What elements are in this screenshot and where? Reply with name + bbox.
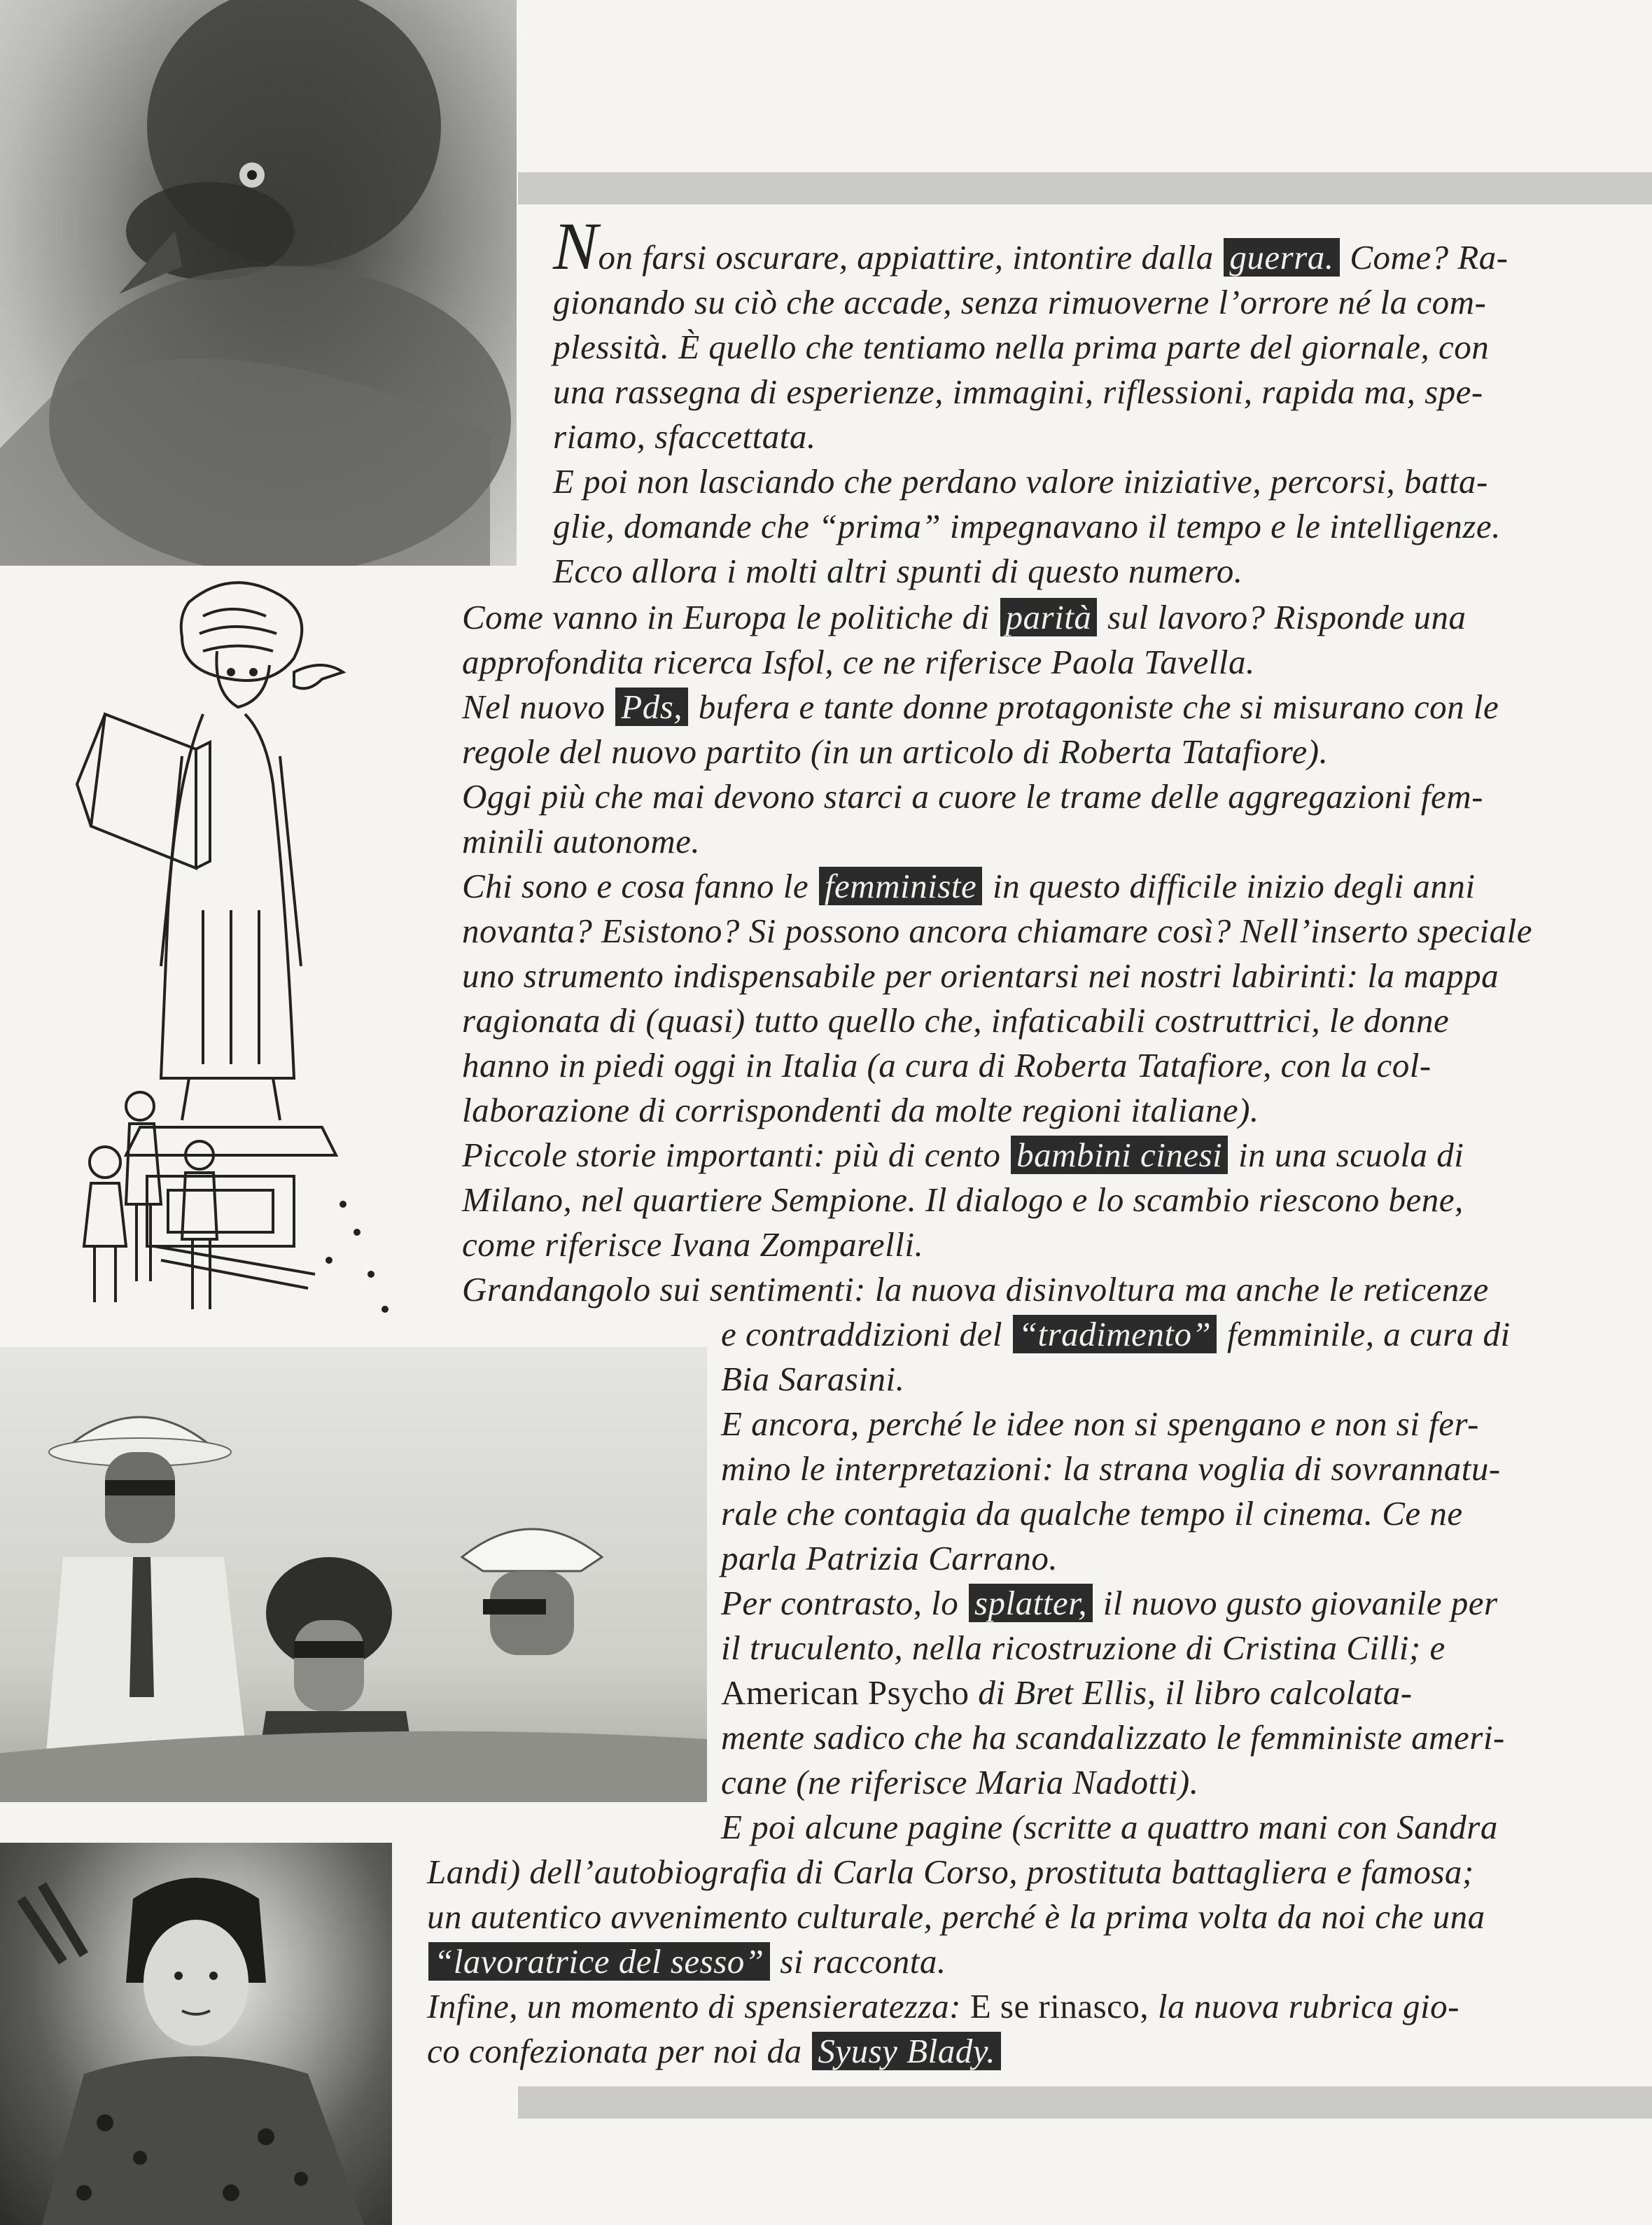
line-11: [462, 685, 1582, 730]
line-23: come riferisce Ivana Zomparelli.: [462, 1225, 924, 1264]
line-7: glie, domande che “prima” impegnavano il tempo e le intelligenze.: [553, 507, 1501, 545]
line-40: [427, 1984, 1582, 2029]
text-segment: Chi sono e cosa fanno le: [462, 867, 809, 905]
line-1: [553, 209, 1582, 284]
line-12: regole del nuovo partito (in un articolo di Roberta Tatafiore).: [462, 732, 1329, 771]
top-grey-band: [518, 172, 1652, 204]
highlight-lavoratrice: “lavoratrice del sesso”: [428, 1942, 770, 1981]
bottom-grey-band: [518, 2086, 1652, 2119]
line-24: Grandangolo sui sentimenti: la nuova disinvoltura ma anche le reticenze: [462, 1270, 1489, 1309]
line-14: minili autonome.: [462, 822, 701, 860]
article-body-bottom: [427, 1850, 1582, 2074]
text-segment: bufera e tante donne protagoniste che si misurano con le: [698, 688, 1499, 726]
text-segment: di Bret Ellis, il libro calcolata-: [978, 1673, 1413, 1712]
highlight-tradimento: “tradimento”: [1013, 1315, 1217, 1353]
line-8: Ecco allora i molti altri spunti di questo numero.: [553, 552, 1243, 590]
highlight-guerra: guerra.: [1224, 238, 1339, 277]
text-segment: il nuovo gusto giovanile per: [1102, 1584, 1498, 1622]
line-5: riamo, sfaccettata.: [553, 417, 816, 456]
line-2: gionando su ciò che accade, senza rimuoverne l’orrore né la com-: [553, 283, 1487, 321]
line-31: [721, 1581, 1582, 1626]
text-segment: sul lavoro? Risponde una: [1107, 598, 1466, 636]
illustration-figure: [63, 574, 413, 1323]
bird-photo: [0, 0, 517, 566]
line-36: E poi alcune pagine (scritte a quattro mani con Sandra: [721, 1808, 1498, 1846]
line-22: Milano, nel quartiere Sempione. Il dialogo e lo scambio riescono bene,: [462, 1180, 1464, 1219]
line-25: [721, 1312, 1582, 1357]
text-segment: on farsi oscurare, appiattire, intontire dalla: [598, 238, 1214, 277]
highlight-femministe: femministe: [819, 867, 982, 905]
woman-photo: [0, 1843, 392, 2225]
text-segment: Infine, un momento di spensieratezza:: [427, 1987, 961, 2025]
text-segment: e contraddizioni del: [721, 1315, 1002, 1353]
highlight-parita: parità: [1000, 598, 1098, 636]
line-10: approfondita ricerca Isfol, ce ne riferisce Paola Tavella.: [462, 643, 1255, 681]
text-segment: si racconta.: [780, 1942, 946, 1981]
line-18: ragionata di (quasi) tutto quello che, infaticabili costruttrici, le donne: [462, 1001, 1450, 1040]
line-33: [721, 1671, 1582, 1715]
article-body-mid: [462, 595, 1582, 1312]
line-16: novanta? Esistono? Si possono ancora chiamare così? Nell’inserto speciale: [462, 912, 1533, 950]
article-body: [553, 209, 1582, 594]
highlight-syusy: Syusy Blady.: [812, 2032, 1001, 2070]
text-segment: la nuova rubrica gio-: [1157, 1987, 1460, 2025]
text-segment: in una scuola di: [1238, 1136, 1464, 1174]
line-9: [462, 595, 1582, 640]
line-17: uno strumento indispensabile per orientarsi nei nostri labirinti: la mappa: [462, 956, 1499, 995]
book-title: American Psycho: [721, 1673, 969, 1712]
line-21: [462, 1133, 1582, 1178]
line-35: cane (ne riferisce Maria Nadotti).: [721, 1763, 1199, 1801]
line-28: mino le interpretazioni: la strana voglia di sovrannatu-: [721, 1449, 1501, 1488]
text-segment: co confezionata per noi da: [427, 2032, 802, 2070]
line-13: Oggi più che mai devono starci a cuore le trame delle aggregazioni fem-: [462, 777, 1483, 816]
line-32: il truculento, nella ricostruzione di Cristina Cilli; e: [721, 1628, 1446, 1667]
line-19: hanno in piedi oggi in Italia (a cura di Roberta Tatafiore, con la col-: [462, 1046, 1432, 1084]
people-with-hats-icon: [0, 1347, 707, 1802]
line-20: laborazione di corrispondenti da molte regioni italiane).: [462, 1091, 1259, 1129]
line-41: [427, 2029, 1582, 2074]
article-body-right: [721, 1312, 1582, 1850]
highlight-bambini: bambini cinesi: [1011, 1136, 1228, 1174]
highlight-pds: Pds,: [615, 688, 688, 726]
text-segment: Come vanno in Europa le politiche di: [462, 598, 990, 636]
line-4: una rassegna di esperienze, immagini, riflessioni, rapida ma, spe-: [553, 372, 1483, 411]
text-segment: Piccole storie importanti: più di cento: [462, 1136, 1001, 1174]
line-3: plessità. È quello che tentiamo nella prima parte del giornale, con: [553, 328, 1490, 366]
text-segment: Nel nuovo: [462, 688, 606, 726]
text-segment: femminile, a cura di: [1227, 1315, 1511, 1353]
line-29: rale che contagia da qualche tempo il cinema. Ce ne: [721, 1494, 1463, 1533]
drop-cap: N: [553, 209, 598, 284]
line-34: mente sadico che ha scandalizzato le femministe ameri-: [721, 1718, 1505, 1757]
rubric-title: E se rinasco,: [969, 1987, 1149, 2025]
line-26: Bia Sarasini.: [721, 1360, 905, 1398]
line-39: [427, 1939, 1582, 1984]
people-photo: [0, 1347, 707, 1802]
line-6: E poi non lasciando che perdano valore iniziative, percorsi, batta-: [553, 462, 1488, 501]
reading-figure-icon: [63, 574, 413, 1323]
line-38: un autentico avvenimento culturale, perché è la prima volta da noi che una: [427, 1897, 1485, 1936]
line-15: [462, 864, 1582, 909]
line-30: parla Patrizia Carrano.: [721, 1539, 1058, 1577]
text-segment: Per contrasto, lo: [721, 1584, 959, 1622]
line-27: E ancora, perché le idee non si spengano e non si fer-: [721, 1404, 1479, 1443]
line-37: Landi) dell’autobiografia di Carla Corso, prostituta battagliera e famosa;: [427, 1853, 1474, 1891]
woman-leopard-icon: [0, 1843, 392, 2225]
text-segment: Come? Ra-: [1350, 238, 1508, 277]
text-segment: in questo difficile inizio degli anni: [992, 867, 1476, 905]
highlight-splatter: splatter,: [969, 1584, 1093, 1622]
bird-shape-icon: [0, 0, 517, 566]
